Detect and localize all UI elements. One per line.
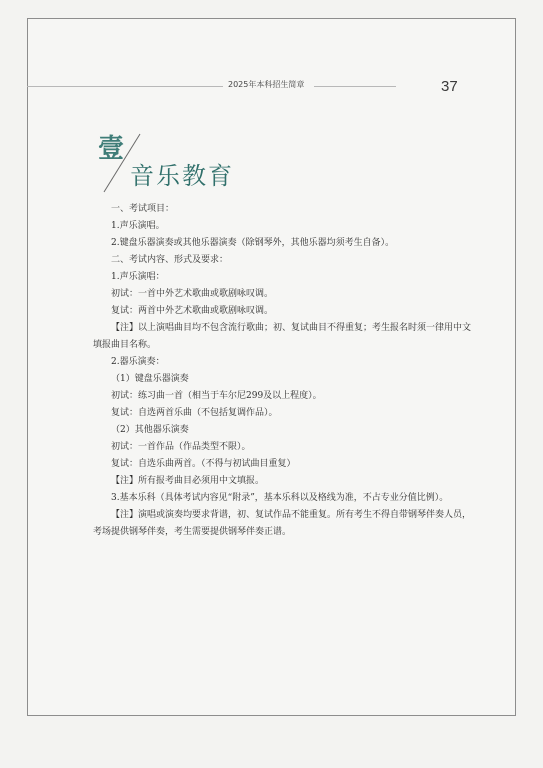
note-paragraph: 【注】以上演唱曲目均不包含流行歌曲；初、复试曲目不得重复；考生报名时须一律用中文填报曲目名称。 <box>93 323 472 350</box>
note-paragraph: 【注】演唱或演奏均要求背谱，初、复试作品不能重复。所有考生不得自带钢琴伴奏人员，考场提供钢琴伴奏，考生需要提供钢琴伴奏正谱。 <box>93 510 472 537</box>
header-rule-right <box>314 86 396 87</box>
content-line: 复试：自选乐曲两首。（不得与初试曲目重复） <box>111 459 296 469</box>
header-title: 2025年本科招生简章 <box>228 80 305 89</box>
content-paragraph: 3.基本乐科（具体考试内容见“附录”，基本乐科以及格线为准，不占专业分值比例）。 <box>111 493 449 503</box>
note-paragraph: 【注】所有报考曲目必须用中文填报。 <box>111 476 265 486</box>
chapter-title: 音乐教育 <box>130 162 234 190</box>
content-line: （1）键盘乐器演奏 <box>111 374 189 384</box>
content-line: 初试：一首作品（作品类型不限）。 <box>111 442 251 452</box>
content-line: 初试：练习曲一首（相当于车尔尼299及以上程度）。 <box>111 391 322 401</box>
content-line: 1.声乐演唱： <box>111 272 165 282</box>
chapter-number: 壹 <box>98 134 126 164</box>
content-line: 复试：自选两首乐曲（不包括复调作品）。 <box>111 408 278 418</box>
content-line: 2.器乐演奏： <box>111 357 165 367</box>
content-line: 一、考试项目： <box>111 204 175 214</box>
content-line: 1.声乐演唱。 <box>111 221 165 231</box>
page-number: 37 <box>441 78 458 95</box>
header-rule-left <box>27 86 223 87</box>
content-line: （2）其他器乐演奏 <box>111 425 189 435</box>
content-line: 复试：两首中外艺术歌曲或歌剧咏叹调。 <box>111 306 274 316</box>
content-line: 2.键盘乐器演奏或其他乐器演奏（除钢琴外，其他乐器均须考生自备）。 <box>111 238 395 248</box>
content-line: 二、考试内容、形式及要求： <box>111 255 229 265</box>
content-body <box>93 201 471 541</box>
content-line: 初试：一首中外艺术歌曲或歌剧咏叹调。 <box>111 289 274 299</box>
